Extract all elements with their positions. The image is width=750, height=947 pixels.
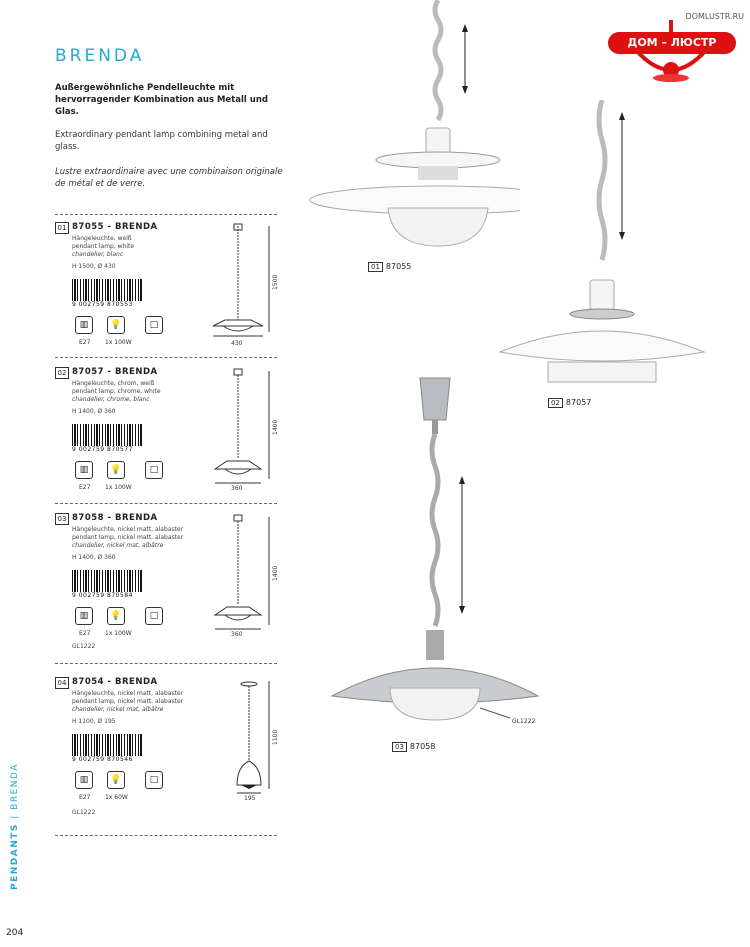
bulb-icon: 💡 [107,316,125,334]
product-number: 03 [55,513,69,525]
page-title: BRENDA [55,46,145,66]
lamp-drawing [205,677,280,807]
logo-word-left: ДОМ [627,36,658,49]
protection-class-icon: □ [145,316,163,334]
intro-fr: Lustre extraordinaire avec une combinaison originale de métal et de verre. [55,167,283,189]
product-title: 87054 - BRENDA [72,677,158,687]
socket-icon: ▥ [75,461,93,479]
protection-class-icon: □ [145,461,163,479]
width-dimension: 195 [244,795,256,802]
product-desc-fr: chandelier, nickel mat, albâtre [72,706,164,713]
product-desc-fr: chandelier, nickel mat, albâtre [72,542,164,549]
product-entry [55,367,280,517]
photo-label-code: 87057 [565,398,592,407]
product-title: 87055 - BRENDA [72,222,158,232]
bulb-label: 1x 100W [105,484,132,491]
bulb-label: 1x 60W [105,794,128,801]
divider [55,663,277,664]
side-category: PENDANTS [10,823,20,890]
socket-label: E27 [79,794,91,801]
socket-icon: ▥ [75,316,93,334]
logo-site: DOMLUSTR.RU [685,12,744,21]
product-number: 04 [55,677,69,689]
product-title: 87057 - BRENDA [72,367,158,377]
barcode-number: 9 002759 870577 [72,446,133,453]
lamp-drawing [205,513,280,643]
product-dimensions: H 1500, Ø 430 [72,263,116,270]
protection-class-icon: □ [145,771,163,789]
photo-label-num: 01 [368,262,383,272]
barcode [72,734,142,756]
product-entry [55,677,280,827]
product-entry [55,513,280,663]
logo-wordmark: ДОМ – ЛЮСТР [608,32,736,54]
height-dimension: 1400 [272,419,279,435]
product-desc-en: pendant lamp, nickel matt, alabaster [72,698,184,705]
barcode-number: 9 002759 870553 [72,301,133,308]
photo-label-num: 03 [392,742,407,752]
product-desc-fr: chandelier, blanc [72,251,124,258]
socket-label: E27 [79,630,91,637]
product-desc-en: pendant lamp, chrome, white [72,388,161,395]
logo-word-right: ЛЮСТР [670,36,717,49]
side-category-label: PENDANTS | BRENDA [10,763,20,890]
brand-logo [596,12,746,82]
barcode [72,570,142,592]
divider [55,214,277,215]
socket-icon: ▥ [75,771,93,789]
socket-label: E27 [79,484,91,491]
height-dimension: 1500 [272,274,279,290]
socket-label: E27 [79,339,91,346]
barcode-number: 9 002759 870546 [72,756,133,763]
bulb-icon: 💡 [107,461,125,479]
product-desc-de: Hängeleuchte, weiß [72,235,132,242]
page-number: 204 [6,928,24,938]
lamp-drawing [205,222,280,352]
photo-label-num: 02 [548,398,563,408]
bulb-icon: 💡 [107,607,125,625]
protection-class-icon: □ [145,607,163,625]
product-desc-de: Hängeleuchte, nickel matt, alabaster [72,690,184,697]
divider [55,835,277,836]
barcode-number: 9 002759 870584 [72,592,133,599]
height-dimension: 1400 [272,565,279,581]
barcode [72,424,142,446]
width-dimension: 360 [231,631,243,638]
side-name: BRENDA [10,763,20,810]
product-desc-de: Hängeleuchte, chrom, weiß [72,380,155,387]
bulb-icon: 💡 [107,771,125,789]
photo-label-code: 87058 [409,742,436,751]
product-dimensions: H 1100, Ø 195 [72,718,116,725]
product-number: 02 [55,367,69,379]
lamp-drawing [205,367,280,497]
product-title: 87058 - BRENDA [72,513,158,523]
width-dimension: 360 [231,485,243,492]
bulb-label: 1x 100W [105,339,132,346]
intro-en: Extraordinary pendant lamp combining metal and glass. [55,130,268,152]
product-desc-en: pendant lamp, white [72,243,135,250]
photo-label-03 [392,742,435,752]
product-desc-en: pendant lamp, nickel matt, alabaster [72,534,184,541]
glass-code: GL1222 [72,809,96,816]
photo-label-code: 87055 [385,262,412,271]
product-desc-de: Hängeleuchte, nickel matt, alabaster [72,526,184,533]
height-dimension: 1100 [272,729,279,745]
lamp-photo-87057 [480,100,720,400]
photo-label-02 [548,398,591,408]
product-entry [55,222,280,372]
product-desc-fr: chandelier, chrome, blanc [72,396,150,403]
intro-de: Außergewöhnliche Pendelleuchte mit hervorragender Kombination aus Metall und Glas. [55,83,268,117]
socket-icon: ▥ [75,607,93,625]
bulb-label: 1x 100W [105,630,132,637]
width-dimension: 430 [231,340,243,347]
product-number: 01 [55,222,69,234]
glass-annotation: GL1222 [512,718,536,725]
lamp-photo-87058 [320,370,550,740]
product-dimensions: H 1400, Ø 360 [72,554,116,561]
barcode [72,279,142,301]
glass-code: GL1222 [72,643,96,650]
photo-label-01 [368,262,411,272]
product-dimensions: H 1400, Ø 360 [72,408,116,415]
